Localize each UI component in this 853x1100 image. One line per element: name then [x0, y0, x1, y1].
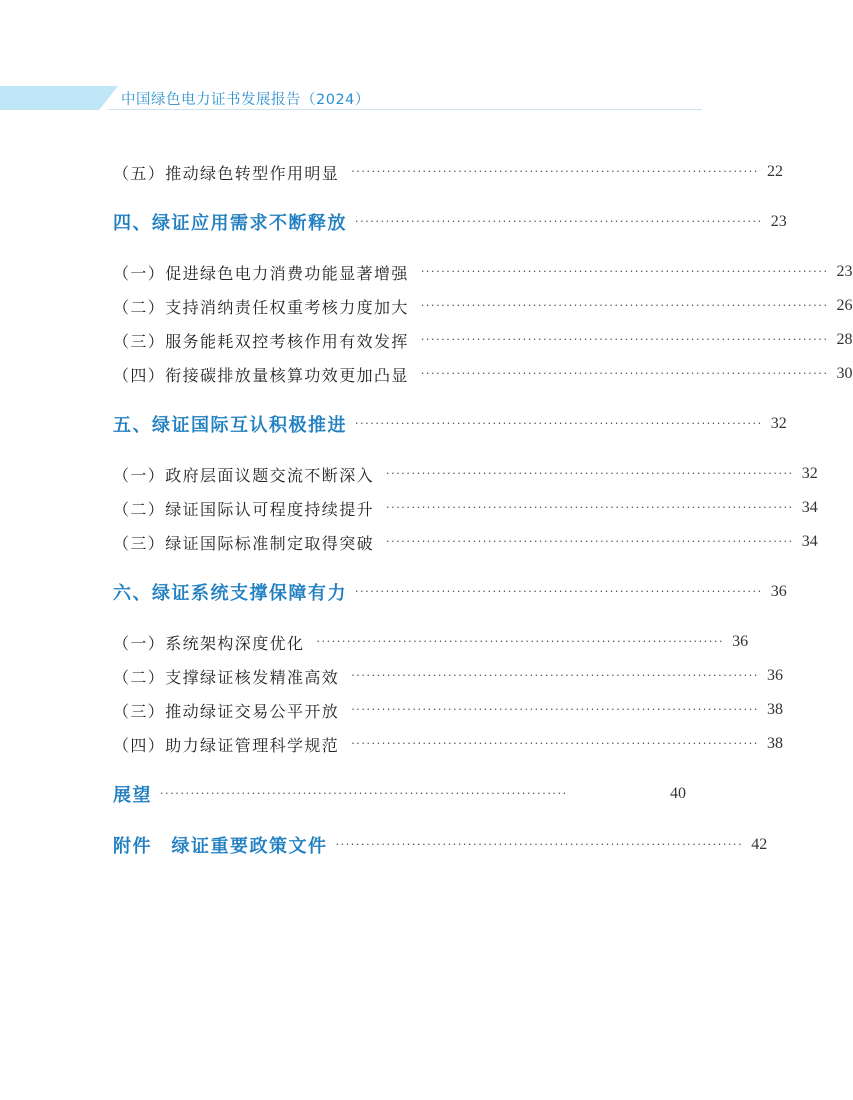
toc-leader-dots: ················································································ [351, 737, 759, 750]
toc-entry-label: （四）衔接碳排放量核算功效更加凸显 [113, 365, 409, 385]
toc-entry-label: （三）绿证国际标准制定取得突破 [113, 533, 375, 553]
toc-entry[interactable] [113, 362, 853, 386]
toc-leader-dots: ················································································ [386, 501, 794, 514]
toc-leader-dots: ················································································ [160, 787, 568, 800]
toc-entry[interactable] [113, 328, 853, 352]
toc-entry-page: 40 [670, 785, 686, 802]
toc-leader-dots: ················································································ [386, 535, 794, 548]
toc-leader-dots: ················································································ [355, 417, 763, 430]
toc-entry-page: 34 [801, 499, 818, 516]
toc-entry-page: 26 [836, 297, 853, 314]
toc-entry[interactable] [113, 462, 818, 486]
toc-entry[interactable] [113, 630, 749, 654]
toc-entry-page: 36 [732, 633, 749, 650]
toc-entry-page: 42 [751, 836, 768, 853]
toc-entry-label: （一）促进绿色电力消费功能显著增强 [113, 263, 409, 283]
toc-entry[interactable] [113, 664, 783, 688]
toc-entry-label: （二）支撑绿证核发精准高效 [113, 667, 340, 687]
toc-section-heading[interactable] [113, 210, 787, 234]
toc-section-heading[interactable] [113, 833, 768, 857]
toc-entry-page: 38 [766, 735, 783, 752]
toc-entry[interactable] [113, 294, 853, 318]
toc-entry-page: 23 [836, 263, 853, 280]
toc-entry-page: 30 [836, 365, 853, 382]
toc-entry-label: （一）政府层面议题交流不断深入 [113, 465, 375, 485]
toc-entry[interactable] [113, 160, 783, 184]
toc-heading-label: 四、绿证应用需求不断释放 [113, 213, 347, 234]
toc-entry-label: （二）支持消纳责任权重考核力度加大 [113, 297, 409, 317]
toc-entry[interactable] [113, 530, 818, 554]
toc-leader-dots: ················································································ [316, 635, 725, 648]
toc-leader-dots: ················································································ [420, 265, 829, 278]
toc-leader-dots: ················································································ [420, 299, 829, 312]
toc-entry[interactable] [113, 732, 783, 756]
toc-section-heading[interactable] [113, 782, 686, 806]
toc-leader-dots: ················································································ [351, 703, 759, 716]
toc-entry-page: 34 [801, 533, 818, 550]
toc-entry-page: 38 [766, 701, 783, 718]
toc-leader-dots: ················································································ [355, 585, 763, 598]
toc-leader-dots: ················································································ [355, 215, 763, 228]
toc-entry-label: （三）推动绿证交易公平开放 [113, 701, 340, 721]
toc-entry-page: 32 [801, 465, 818, 482]
toc-entry-label: （五）推动绿色转型作用明显 [113, 163, 340, 183]
toc-leader-dots: ················································································ [420, 333, 829, 346]
report-header-title: 中国绿色电力证书发展报告（2024） [121, 92, 370, 108]
toc-leader-dots: ················································································ [386, 467, 794, 480]
toc-entry-page: 22 [766, 163, 783, 180]
toc-entry-page: 23 [770, 213, 787, 230]
toc-entry-page: 36 [766, 667, 783, 684]
toc-heading-label: 六、绿证系统支撑保障有力 [113, 583, 347, 604]
toc-entry-page: 28 [836, 331, 853, 348]
toc-heading-label: 展望 [113, 785, 152, 806]
toc-entry[interactable] [113, 496, 818, 520]
toc-leader-dots: ················································································ [351, 669, 759, 682]
toc-section-heading[interactable] [113, 412, 787, 436]
header-accent-band [0, 86, 118, 110]
toc-entry-label: （三）服务能耗双控考核作用有效发挥 [113, 331, 409, 351]
toc-entry-label: （一）系统架构深度优化 [113, 633, 305, 653]
toc-entry[interactable] [113, 698, 783, 722]
toc-entry-page: 32 [770, 415, 787, 432]
toc-entry-label: （四）助力绿证管理科学规范 [113, 735, 340, 755]
toc-entry[interactable] [113, 260, 853, 284]
toc-entry-label: （二）绿证国际认可程度持续提升 [113, 499, 375, 519]
toc-leader-dots: ················································································ [335, 838, 744, 851]
header-divider [108, 109, 702, 110]
toc-leader-dots: ················································································ [351, 165, 759, 178]
toc-entry-page: 36 [770, 583, 787, 600]
toc-heading-label: 五、绿证国际互认积极推进 [113, 415, 347, 436]
toc-heading-label: 附件 绿证重要政策文件 [113, 836, 328, 857]
toc-section-heading[interactable] [113, 580, 787, 604]
toc-leader-dots: ················································································ [420, 367, 829, 380]
